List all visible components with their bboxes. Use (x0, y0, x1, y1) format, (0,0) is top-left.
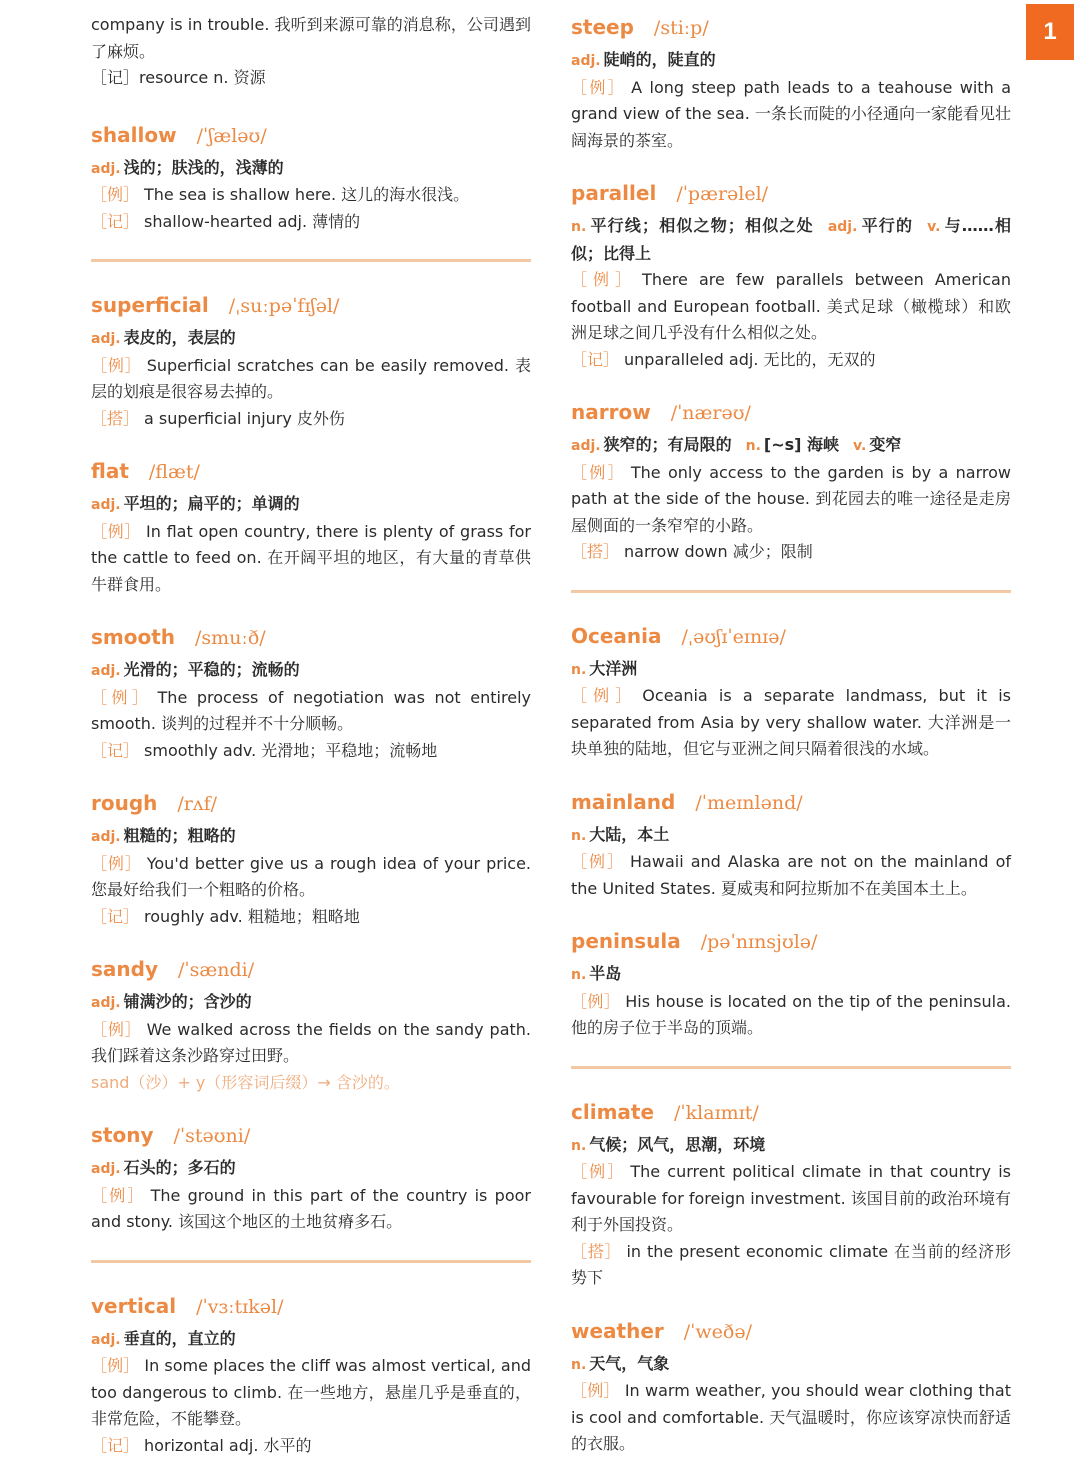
example-line (91, 1353, 531, 1433)
definition-text: 陡峭的，陡直的 (603, 50, 716, 69)
entry-headword-row (91, 290, 531, 322)
definition-text: [~s] 海峡 (763, 435, 840, 454)
entry-headword-row (571, 12, 1011, 44)
definition-text: 平行线；相似之物；相似之处 (589, 216, 814, 235)
definition-line (91, 491, 531, 519)
definition-text: 表皮的，表层的 (123, 328, 236, 347)
line-text: The current political climate in that country is favourable for foreign investment. 该国目前的政治环境有利于外国投资。 (571, 1162, 1011, 1234)
definition-line (571, 822, 1011, 850)
part-of-speech: adj. (571, 438, 601, 454)
example-line (571, 347, 1011, 374)
phonetic: /pəˈnɪnsjʊlə/ (700, 931, 818, 953)
definition-text: 平坦的；扁平的；单调的 (123, 494, 300, 513)
line-tag: ［例］ (571, 686, 638, 705)
part-of-speech: v. (853, 438, 867, 454)
part-of-speech: n. (571, 827, 587, 844)
part-of-speech: n. (571, 219, 587, 235)
line-tag: ［记］ (91, 906, 140, 926)
headword: climate (571, 1099, 655, 1124)
headword: vertical (91, 1293, 177, 1318)
word-entry (571, 1316, 1011, 1458)
definition-line (571, 1351, 1011, 1379)
line-tag: ［记］ (91, 740, 140, 760)
part-of-speech: v. (927, 219, 941, 235)
line-tag: ［例］ (91, 853, 142, 873)
line-tag: ［例］ (571, 991, 621, 1011)
line-text: His house is located on the tip of the peninsula. 他的房子位于半岛的顶端。 (571, 991, 1011, 1037)
entry-headword-row (91, 1120, 531, 1152)
example-line (91, 738, 531, 765)
definition-text: 狭窄的；有局限的 (603, 435, 732, 454)
line-tag: ［搭］ (571, 1241, 622, 1261)
line-tag: ［例］ (91, 1185, 146, 1205)
word-entry (91, 120, 531, 236)
headword: mainland (571, 789, 676, 814)
word-entry (91, 954, 531, 1096)
word-entry (571, 12, 1011, 154)
definition-line (571, 1132, 1011, 1160)
definition-line (91, 325, 531, 353)
line-tag: ［例］ (91, 185, 140, 204)
definition-line (91, 823, 531, 851)
example-line (91, 209, 531, 236)
word-entry (91, 1120, 531, 1236)
part-of-speech: adj. (827, 219, 858, 235)
example-line (571, 989, 1011, 1042)
example-line (91, 1183, 531, 1236)
entry-headword-row (571, 397, 1011, 429)
line-tag: ［例］ (91, 1019, 142, 1039)
intro-note: ［记］resource n. 资源 (91, 68, 266, 87)
entry-headword-row (571, 787, 1011, 819)
example-line (571, 849, 1011, 902)
definition-line (571, 213, 1011, 267)
part-of-speech: n. (745, 438, 761, 454)
phonetic: /ˌəʊʃɪˈeɪnɪə/ (681, 625, 786, 648)
example-line (91, 685, 531, 738)
left-column (91, 12, 531, 1483)
definition-text: 铺满沙的；含沙的 (123, 992, 252, 1011)
word-entry (571, 178, 1011, 373)
headword: sandy (91, 957, 158, 981)
headword: smooth (91, 625, 176, 649)
word-entry (571, 787, 1011, 903)
part-of-speech: adj. (571, 53, 601, 69)
definition-text: 天气，气象 (589, 1353, 670, 1373)
line-text: unparalleled adj. 无比的，无双的 (624, 349, 876, 369)
line-tag: ［例］ (571, 77, 627, 97)
definition-text: 垂直的，直立的 (123, 1328, 236, 1348)
line-tag: ［搭］ (91, 408, 140, 428)
line-text: narrow down 减少；限制 (624, 542, 813, 561)
entry-headword-row (91, 954, 531, 986)
section-divider (571, 590, 1011, 593)
part-of-speech: n. (571, 967, 587, 983)
line-text: The ground in this part of the country is poor and stony. 该国这个地区的土地贫瘠多石。 (91, 1185, 531, 1231)
definition-line (571, 432, 1011, 460)
line-text: Hawaii and Alaska are not on the mainland of the United States. 夏威夷和阿拉斯加不在美国本土上。 (571, 852, 1011, 898)
line-text: Superficial scratches can be easily removed. 表层的划痕是很容易去掉的。 (91, 355, 531, 401)
line-text: The sea is shallow here. 这儿的海水很浅。 (144, 185, 470, 204)
part-of-speech: adj. (91, 829, 121, 845)
headword: rough (91, 791, 158, 815)
headword: narrow (571, 400, 651, 424)
phonetic: /ˈsændi/ (178, 959, 255, 981)
entry-headword-row (571, 926, 1011, 958)
example-line (571, 75, 1011, 155)
headword: stony (91, 1123, 154, 1147)
line-tag: ［例］ (571, 1162, 626, 1181)
line-text: Oceania is a separate landmass, but it is separated from Asia by very shallow water. 大洋洲是一块单独的陆地，但它与亚洲之间只隔着很浅的水域。 (571, 686, 1011, 758)
line-text: A long steep path leads to a teahouse with a grand view of the sea. 一条长而陡的小径通向一家能看见壮阔海景的茶室。 (571, 77, 1011, 150)
definition-text: 大陆，本土 (589, 824, 670, 844)
headword: flat (91, 459, 129, 483)
example-line (571, 1159, 1011, 1239)
phonetic: /smuːð/ (195, 627, 266, 649)
phonetic: /stiːp/ (653, 17, 709, 39)
word-entry (571, 926, 1011, 1042)
line-tag: ［例］ (91, 521, 141, 541)
definition-line (91, 155, 531, 183)
example-line (91, 182, 531, 209)
word-entry (571, 397, 1011, 566)
definition-text: 光滑的；平稳的；流畅的 (123, 660, 300, 679)
entry-headword-row (91, 622, 531, 654)
line-text: roughly adv. 粗糙地；粗略地 (144, 906, 360, 926)
entry-headword-row (571, 621, 1011, 653)
line-tag: ［搭］ (571, 542, 620, 561)
phonetic: /ˈnærəʊ/ (670, 402, 751, 424)
page-number-badge: 1 (1026, 4, 1074, 60)
part-of-speech: n. (571, 661, 587, 678)
example-line (91, 1433, 531, 1460)
part-of-speech: adj. (91, 995, 121, 1011)
part-of-speech: adj. (91, 160, 121, 177)
line-text: In flat open country, there is plenty of grass for the cattle to feed on. 在开阔平坦的地区，有大量的青草供牛群食用。 (91, 521, 531, 594)
line-tag: ［例］ (571, 270, 638, 289)
definition-text: 平行的 (860, 216, 914, 235)
example-line (91, 519, 531, 599)
definition-text: 浅的；肤浅的，浅薄的 (123, 157, 284, 177)
phonetic: /ˈweðə/ (683, 1320, 752, 1343)
headword: Oceania (571, 623, 662, 648)
line-text: The only access to the garden is by a narrow path at the side of the house. 到花园去的唯一途径是走房屋侧面的一条窄窄的小路。 (571, 462, 1011, 535)
line-tag: ［例］ (91, 1356, 140, 1375)
definition-line (571, 961, 1011, 989)
example-line (91, 353, 531, 406)
left-entries (91, 120, 531, 1460)
headword: superficial (91, 293, 209, 317)
line-tag: ［记］ (571, 349, 620, 369)
headword: weather (571, 1318, 664, 1343)
line-text: You'd better give us a rough idea of your price. 您最好给我们一个粗略的价格。 (91, 853, 531, 899)
definition-text: 粗糙的；粗略的 (123, 826, 236, 845)
entry-headword-row (91, 120, 531, 152)
part-of-speech: adj. (91, 1161, 121, 1177)
example-line (91, 1017, 531, 1070)
word-entry (91, 788, 531, 930)
part-of-speech: adj. (91, 663, 121, 679)
section-divider (91, 1260, 531, 1263)
example-line (91, 406, 531, 433)
right-entries (571, 12, 1011, 1458)
line-tag: ［记］ (91, 211, 140, 231)
phonetic: /ˈstəʊni/ (173, 1125, 251, 1147)
line-text: a superficial injury 皮外伤 (144, 408, 345, 428)
line-text: in the present economic climate 在当前的经济形势下 (571, 1241, 1011, 1287)
word-entry (571, 1097, 1011, 1292)
right-column (571, 12, 1011, 1482)
line-tag: ［记］ (91, 1435, 140, 1455)
line-text: smoothly adv. 光滑地；平稳地；流畅地 (144, 740, 438, 760)
line-tag: ［例］ (91, 687, 153, 707)
mnemonic-note (91, 1070, 531, 1097)
line-tag: ［例］ (571, 462, 626, 482)
line-tag: ［例］ (571, 1381, 620, 1400)
line-text: In warm weather, you should wear clothing that is cool and comfortable. 天气温暖时，你应该穿凉快而舒适的衣服。 (571, 1381, 1011, 1453)
section-divider (91, 259, 531, 262)
entry-headword-row (571, 1097, 1011, 1129)
line-text: horizontal adj. 水平的 (144, 1435, 312, 1455)
definition-text: 变窄 (869, 435, 902, 454)
part-of-speech: n. (571, 1356, 587, 1373)
note-text: sand（沙）+ y（形容词后缀）→ 含沙的。 (91, 1072, 400, 1092)
section-divider (571, 1066, 1011, 1069)
line-tag: ［例］ (91, 355, 142, 375)
entry-headword-row (91, 1291, 531, 1323)
definition-line (91, 657, 531, 685)
word-entry (571, 621, 1011, 763)
example-line (571, 539, 1011, 566)
definition-line (91, 1326, 531, 1354)
example-line (571, 267, 1011, 347)
example-line (571, 1378, 1011, 1458)
definition-text: 与……相似；比得上 (571, 216, 1011, 263)
phonetic: /ˈvɜːtɪkəl/ (196, 1295, 284, 1318)
part-of-speech: n. (571, 1137, 587, 1154)
entry-headword-row (91, 456, 531, 488)
line-text: The process of negotiation was not entirely smooth. 谈判的过程并不十分顺畅。 (91, 687, 531, 733)
definition-line (571, 656, 1011, 684)
headword: shallow (91, 122, 177, 147)
word-entry (91, 1291, 531, 1460)
example-line (571, 460, 1011, 540)
line-text: We walked across the fields on the sandy path. 我们踩着这条沙路穿过田野。 (91, 1019, 531, 1065)
part-of-speech: adj. (91, 1331, 121, 1348)
example-line (571, 683, 1011, 763)
phonetic: /ˈʃæləʊ/ (196, 124, 267, 147)
example-line (91, 851, 531, 904)
headword: parallel (571, 181, 657, 205)
part-of-speech: adj. (91, 497, 121, 513)
definition-text: 大洋洲 (589, 658, 638, 678)
phonetic: /ˈpærəlel/ (676, 183, 769, 205)
definition-text: 气候；风气，思潮，环境 (589, 1134, 766, 1154)
word-entry (91, 290, 531, 432)
line-text: In some places the cliff was almost vertical, and too dangerous to climb. 在一些地方，悬崖几乎是垂直的，非常危险，不能攀登。 (91, 1356, 531, 1428)
intro-text: company is in trouble. 我听到来源可靠的消息称，公司遇到了麻烦。 (91, 15, 531, 61)
definition-line (571, 47, 1011, 75)
phonetic: /ˈmeɪnlənd/ (695, 791, 803, 814)
phonetic: /ˌsuːpəˈfɪʃəl/ (228, 295, 340, 317)
definition-text: 石头的；多石的 (123, 1158, 236, 1177)
phonetic: /rʌf/ (177, 793, 218, 815)
entry-headword-row (571, 1316, 1011, 1348)
definition-line (91, 1155, 531, 1183)
definition-line (91, 989, 531, 1017)
line-text: shallow-hearted adj. 薄情的 (144, 211, 361, 231)
example-line (571, 1239, 1011, 1292)
entry-headword-row (91, 788, 531, 820)
definition-text: 半岛 (589, 964, 622, 983)
part-of-speech: adj. (91, 331, 121, 347)
example-line (91, 904, 531, 931)
phonetic: /ˈklaɪmɪt/ (674, 1101, 759, 1124)
headword: peninsula (571, 929, 681, 953)
line-tag: ［例］ (571, 852, 626, 871)
headword: steep (571, 15, 634, 39)
phonetic: /flæt/ (148, 461, 200, 483)
entry-headword-row (571, 178, 1011, 210)
word-entry (91, 622, 531, 764)
word-entry (91, 456, 531, 598)
line-text: There are few parallels between American football and European football. 美式足球（橄榄球）和欧洲足球之间几乎没有什么相似之处。 (571, 270, 1011, 342)
